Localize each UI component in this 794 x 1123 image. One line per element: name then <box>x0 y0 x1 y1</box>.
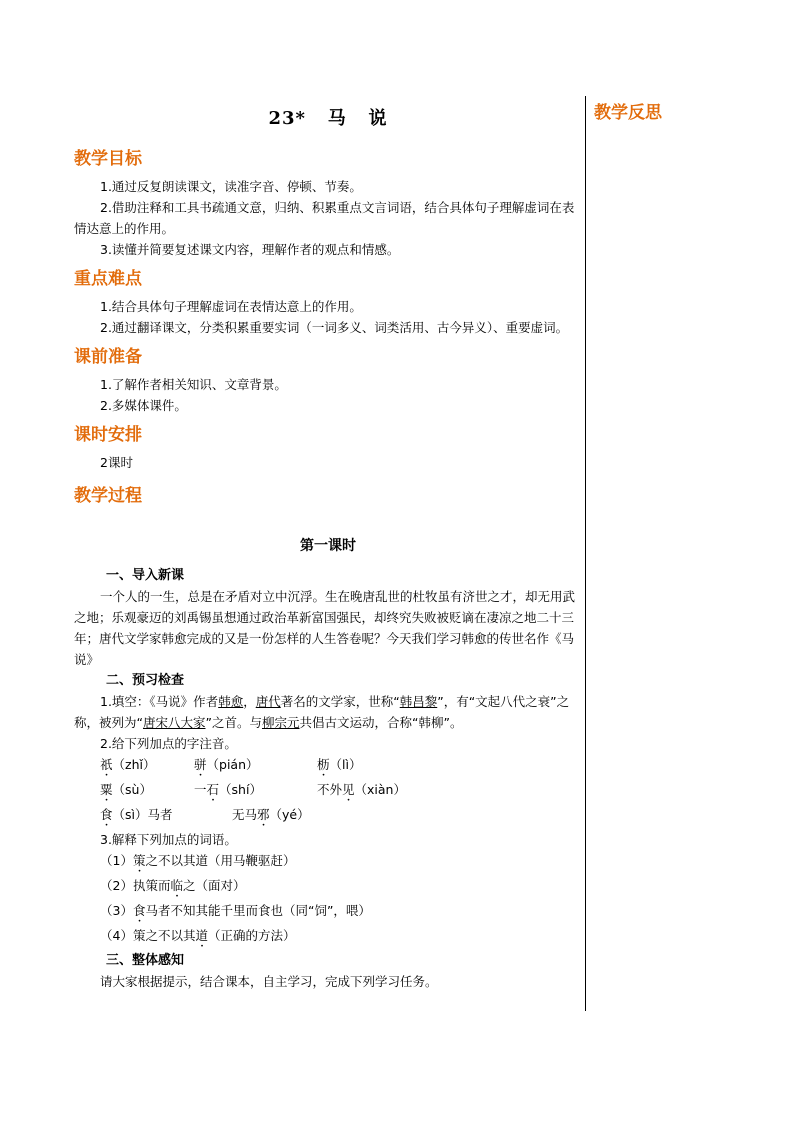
prep-item: 1.了解作者相关知识、文章背景。 <box>100 377 287 392</box>
pinyin-cell: 粟（sù） <box>100 782 152 797</box>
fill-answer: 唐宋八大家 <box>142 715 206 730</box>
pinyin-cell: 一石（shí） <box>194 782 262 797</box>
lesson-title: 第一课时 <box>300 538 356 554</box>
prep-item: 2.多媒体课件。 <box>100 398 187 413</box>
fill-text: 共倡古文运动，合称“韩柳”。 <box>299 715 463 730</box>
main-column <box>74 96 582 992</box>
pinyin-row <box>74 754 582 779</box>
section-overview-title: 三、整体感知 <box>106 953 185 968</box>
pinyin-cell: 不外见（xiàn） <box>317 782 406 797</box>
pinyin-row <box>74 804 582 829</box>
pinyin-cell: 枥（lì） <box>317 757 362 772</box>
schedule-text: 2课时 <box>100 455 133 470</box>
words-question: 3.解释下列加点的词语。 <box>100 832 237 847</box>
schedule-heading: 课时安排 <box>74 425 142 445</box>
fill-in-question <box>74 691 582 733</box>
pinyin-question: 2.给下列加点的字注音。 <box>100 736 237 751</box>
fill-text: 1.填空：《马说》作者 <box>100 694 219 709</box>
process-heading: 教学过程 <box>74 486 142 506</box>
fill-text: ， <box>243 694 256 709</box>
key-point-item: 2.通过翻译课文，分类积累重要实词（一词多义、词类活用、古今异义）、重要虚词。 <box>100 320 569 335</box>
pinyin-row <box>74 779 582 804</box>
section-preview-title: 二、预习检查 <box>106 673 185 688</box>
fill-text: ”之首。与 <box>205 715 262 730</box>
goal-item: 3.读懂并简要复述课文内容，理解作者的观点和情感。 <box>100 242 400 257</box>
prep-heading: 课前准备 <box>74 347 142 367</box>
pinyin-cell: 食（sì）马者 <box>100 807 173 822</box>
reflection-heading: 教学反思 <box>594 103 662 123</box>
section-overview-text: 请大家根据提示，结合课本，自主学习，完成下列学习任务。 <box>100 974 438 989</box>
goal-item: 1.通过反复朗读课文，读准字音、停顿、节奏。 <box>100 179 362 194</box>
fill-text: ”，有“文起八代之衰”之称，被列为“ <box>74 694 570 730</box>
fill-text: 著名的文学家，世称“ <box>280 694 400 709</box>
word-item: （1）策之不以其道（用马鞭驱赶） <box>100 853 296 868</box>
column-divider <box>585 96 586 1011</box>
word-item: （4）策之不以其道（正确的方法） <box>100 928 296 943</box>
page-title: 23* 马 说 <box>268 108 388 129</box>
pinyin-cell: 骈（pián） <box>194 757 259 772</box>
fill-answer: 韩昌黎 <box>399 694 438 709</box>
word-item: （2）执策而临之（面对） <box>100 878 246 893</box>
key-point-item: 1.结合具体句子理解虚词在表情达意上的作用。 <box>100 299 362 314</box>
word-item: （3）食马者不知其能千里而食也（同“饲”，喂） <box>100 903 371 918</box>
pinyin-cell: 祇（zhǐ） <box>100 757 156 772</box>
reflection-column <box>594 100 784 130</box>
pinyin-cell: 无马邪（yé） <box>232 807 310 822</box>
section-intro-title: 一、导入新课 <box>106 568 185 583</box>
fill-answer: 唐代 <box>255 694 281 709</box>
section-intro-text: 一个人的一生，总是在矛盾对立中沉浮。生在晚唐乱世的杜牧虽有济世之才，却无用武之地；乐观豪迈的刘禹锡虽想通过政治革新富国强民，却终究失败被贬谪在凄凉之地二十三年；唐代文学家韩愈完成的又是一份怎样的人生答卷呢？今天我们学习韩愈的传世名作《马说》 <box>74 589 576 667</box>
fill-answer: 韩愈 <box>218 694 244 709</box>
fill-answer: 柳宗元 <box>261 715 300 730</box>
key-points-heading: 重点难点 <box>74 269 142 289</box>
goals-heading: 教学目标 <box>74 149 142 169</box>
goal-item: 2.借助注释和工具书疏通文意，归纳、积累重点文言词语，结合具体句子理解虚词在表情达意上的作用。 <box>74 200 575 236</box>
